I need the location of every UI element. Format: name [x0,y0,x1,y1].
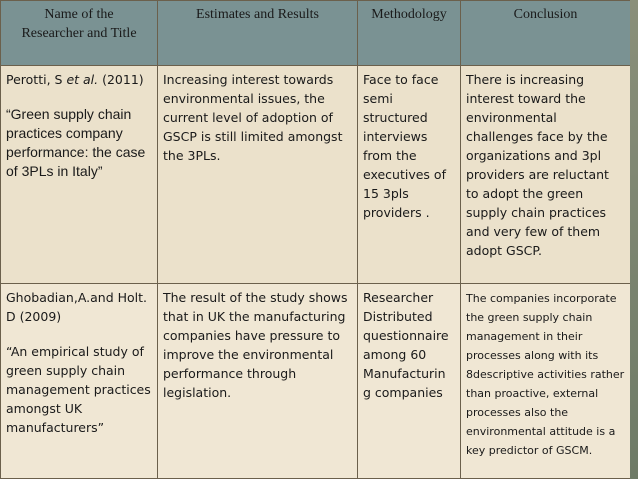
header-researcher-title [1,1,158,66]
author [6,72,144,87]
header-conclusion [461,1,631,66]
conclusion-text: The companies incorporate the green supply chain management in their processes along with its 8descriptive activities rather than proactive, external processes also the environmental attitude is a key predictor of GSCM. [466,292,625,457]
results-cell: Increasing interest towards environmental issues, the current level of adoption of GSCP is still limited amongst the 3PLs. [158,66,358,284]
author: Ghobadian,A.and Holt. D (2009) [6,290,148,324]
header-estimates-results-label: Estimates and Results [196,7,319,22]
header-estimates-results [158,1,358,66]
researcher-cell [1,66,158,284]
results-cell: The result of the study shows that in UK the manufacturing companies have pressure to improve the environmental performance through legislation. [158,284,358,479]
header-conclusion-label: Conclusion [513,7,578,22]
author-name: Perotti, S [6,72,67,87]
conclusion-cell [461,284,631,479]
header-researcher-title-label: Name of the Researcher and Title [21,7,137,41]
author-etal: et al. [66,72,99,87]
researcher-cell [1,284,158,479]
paper-title: “Green supply chain practices company performance: the case of 3PLs in Italy” [6,106,146,179]
methodology-cell: Face to face semi structured interviews from the executives of 15 3pls providers . [358,66,461,284]
header-methodology [358,1,461,66]
methodology-cell: Researcher Distributed questionnaire among 60 Manufacturin g companies [358,284,461,479]
author-year: (2011) [98,72,144,87]
table-row [1,284,631,479]
conclusion-cell: There is increasing interest toward the environmental challenges face by the organizations and 3pl providers are reluctant to adopt the green supply chain practices and very few of them adopt GSCP. [461,66,631,284]
paper-title: “An empirical study of green supply chain management practices amongst UK manufacturers” [6,344,151,435]
table-header-row [1,1,631,66]
header-methodology-label: Methodology [371,7,447,22]
table-row [1,66,631,284]
slide-edge-strip [630,0,638,479]
